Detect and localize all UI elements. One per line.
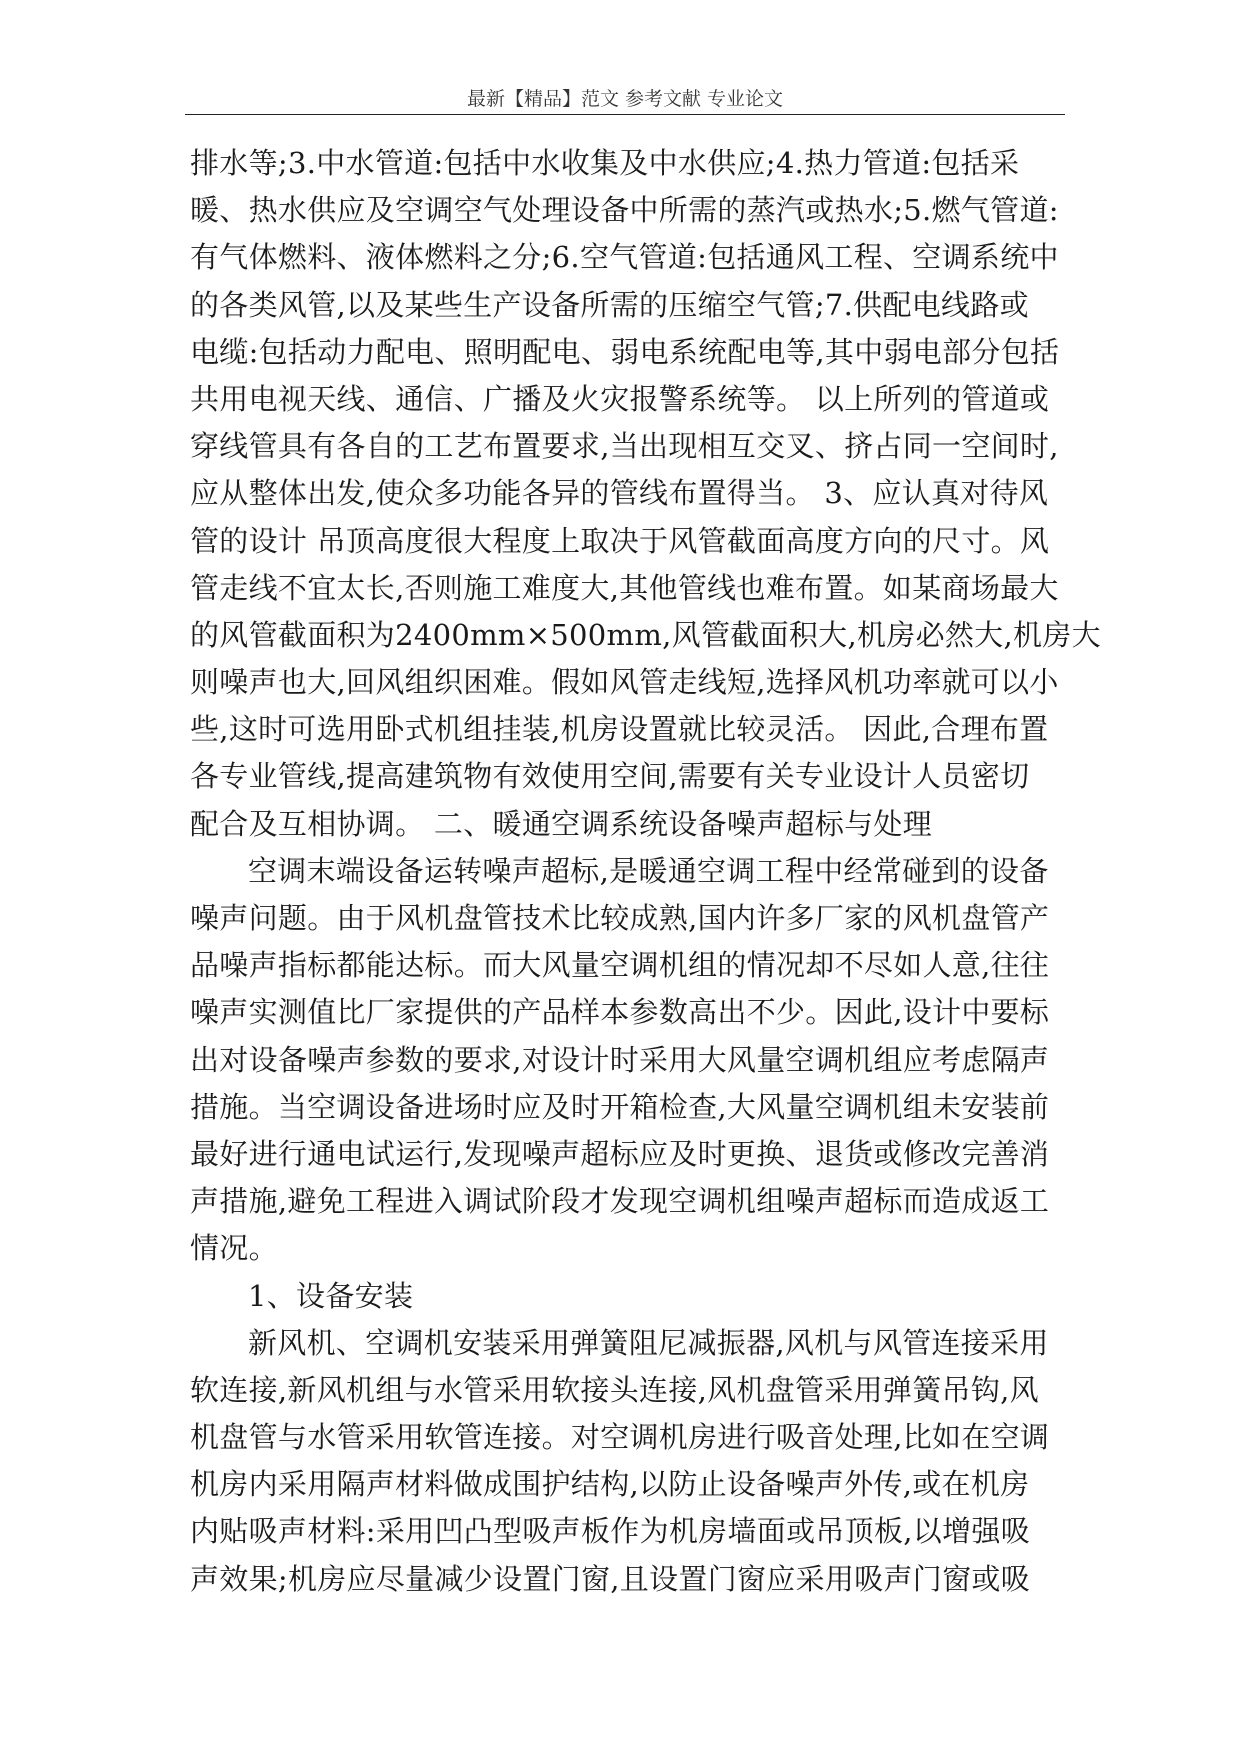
text-line: 些,这时可选用卧式机组挂装,机房设置就比较灵活。 因此,合理布置 (190, 712, 1049, 747)
text-line: 的各类风管,以及某些生产设备所需的压缩空气管;7.供配电线路或 (190, 287, 1029, 322)
paragraph (190, 140, 1101, 848)
text-line: 机房内采用隔声材料做成围护结构,以防止设备噪声外传,或在机房 (190, 1467, 1030, 1502)
text-line: 声效果;机房应尽量减少设置门窗,且设置门窗应采用吸声门窗或吸 (190, 1561, 1030, 1596)
text-line: 1、设备安装 (248, 1278, 414, 1313)
text-line: 管走线不宜太长,否则施工难度大,其他管线也难布置。如某商场最大 (190, 570, 1059, 605)
text-line: 噪声问题。由于风机盘管技术比较成熟,国内许多厂家的风机盘管产 (190, 901, 1050, 935)
text-line: 有气体燃料、液体燃料之分;6.空气管道:包括通风工程、空调系统中 (190, 240, 1059, 275)
text-line: 则噪声也大,回风组织困难。假如风管走线短,选择风机功率就可以小 (190, 665, 1059, 700)
text-line: 排水等;3.中水管道:包括中水收集及中水供应;4.热力管道:包括采 (190, 146, 1020, 180)
text-line: 应从整体出发,使众多功能各异的管线布置得当。 3、应认真对待风 (190, 476, 1049, 511)
text-line: 出对设备噪声参数的要求,对设计时采用大风量空调机组应考虑隔声 (190, 1042, 1050, 1077)
text-line: 配合及互相协调。 二、暖通空调系统设备噪声超标与处理 (190, 806, 933, 841)
text-line: 措施。当空调设备进场时应及时开箱检查,大风量空调机组未安装前 (190, 1089, 1050, 1124)
text-line: 机盘管与水管采用软管连接。对空调机房进行吸音处理,比如在空调 (190, 1420, 1050, 1455)
text-line: 情况。 (190, 1231, 278, 1266)
text-line: 穿线管具有各自的工艺布置要求,当出现相互交叉、挤占同一空间时, (190, 429, 1059, 464)
paragraph (190, 1320, 1060, 1603)
text-line: 管的设计 吊顶高度很大程度上取决于风管截面高度方向的尺寸。风 (190, 523, 1050, 558)
text-line: 内贴吸声材料:采用凹凸型吸声板作为机房墙面或吊顶板,以增强吸 (190, 1514, 1030, 1549)
paragraph (190, 1273, 1060, 1320)
text-line: 各专业管线,提高建筑物有效使用空间,需要有关专业设计人员密切 (190, 759, 1030, 794)
text-line: 共用电视天线、通信、广播及火灾报警系统等。 以上所列的管道或 (190, 381, 1050, 416)
page-header: 最新【精品】范文 参考文献 专业论文 (466, 88, 784, 110)
text-line: 品噪声指标都能达标。而大风量空调机组的情况却不尽如人意,往往 (190, 948, 1050, 983)
text-line: 软连接,新风机组与水管采用软接头连接,风机盘管采用弹簧吊钩,风 (190, 1372, 1039, 1407)
paragraph (190, 848, 1060, 1273)
text-line: 新风机、空调机安装采用弹簧阻尼减振器,风机与风管连接采用 (248, 1325, 1049, 1360)
text-line: 空调末端设备运转噪声超标,是暖通空调工程中经常碰到的设备 (248, 853, 1049, 888)
document-body (190, 140, 1101, 1603)
header-divider (185, 114, 1065, 115)
text-line: 声措施,避免工程进入调试阶段才发现空调机组噪声超标而造成返工 (190, 1184, 1050, 1219)
text-line: 噪声实测值比厂家提供的产品样本参数高出不少。因此,设计中要标 (190, 995, 1050, 1030)
text-line: 暖、热水供应及空调空气处理设备中所需的蒸汽或热水;5.燃气管道: (190, 193, 1059, 228)
text-line: 电缆:包括动力配电、照明配电、弱电系统配电等,其中弱电部分包括 (190, 334, 1060, 369)
text-line: 的风管截面积为2400mm×500mm,风管截面积大,机房必然大,机房大 (190, 617, 1101, 652)
text-line: 最好进行通电试运行,发现噪声超标应及时更换、退货或修改完善消 (190, 1136, 1050, 1171)
